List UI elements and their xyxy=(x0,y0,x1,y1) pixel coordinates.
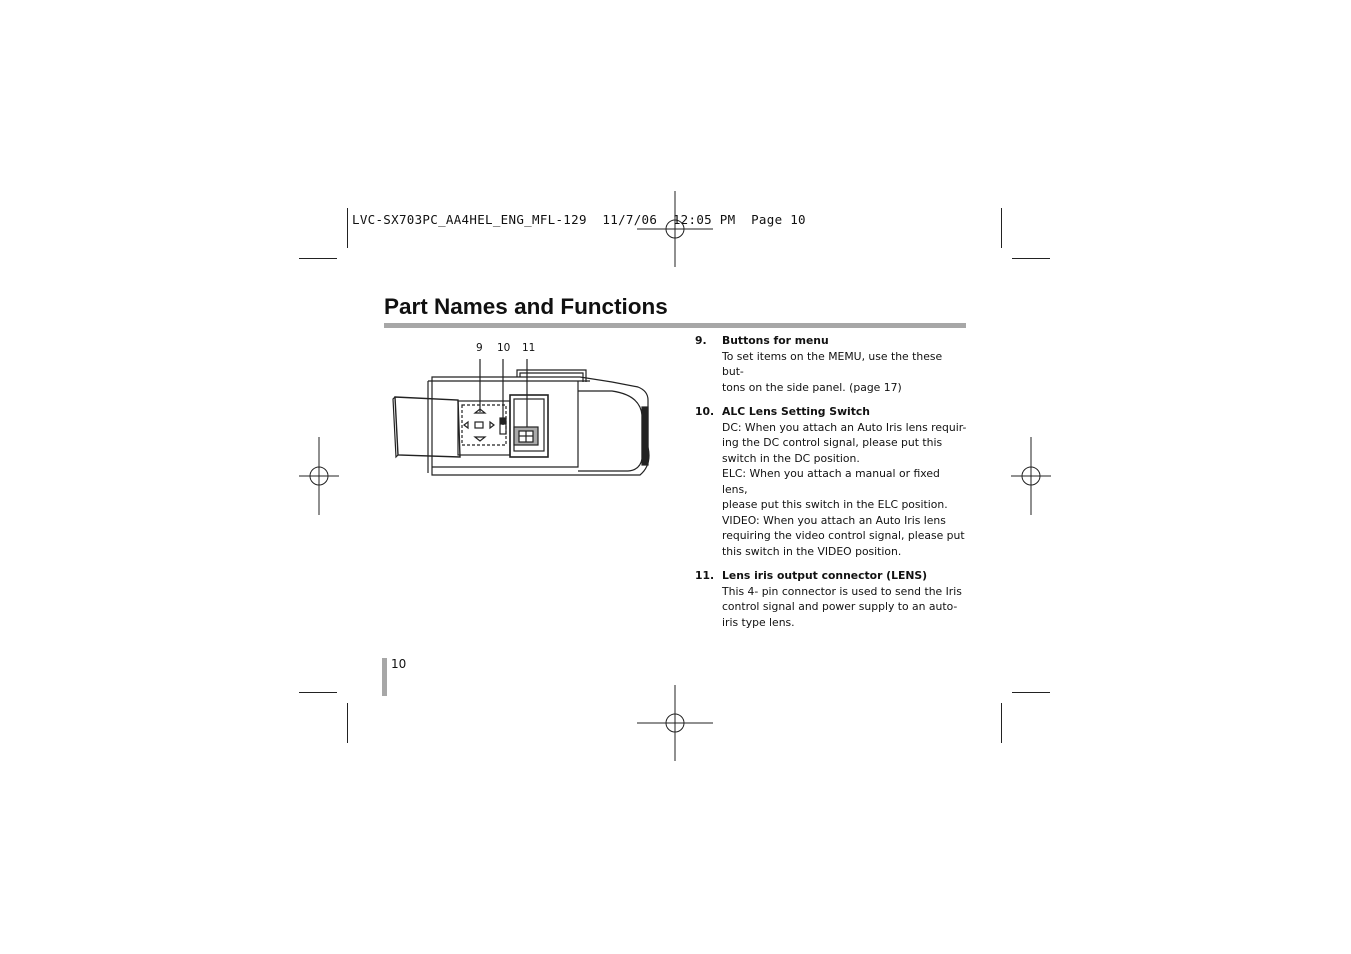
item-line: this switch in the VIDEO position. xyxy=(722,544,902,558)
callout-10: 10 xyxy=(497,342,511,354)
list-item xyxy=(695,404,967,559)
crop-mark xyxy=(299,692,337,693)
item-line: switch in the DC position. xyxy=(722,451,860,465)
crop-mark xyxy=(347,703,348,743)
item-line: VIDEO: When you attach an Auto Iris lens xyxy=(722,513,946,527)
item-line: To set items on the MEMU, use the these but- xyxy=(722,349,943,378)
page-number-bar xyxy=(382,658,387,696)
crop-mark xyxy=(1012,692,1050,693)
crop-mark xyxy=(1012,258,1050,259)
callout-9: 9 xyxy=(476,342,483,354)
crop-mark xyxy=(347,208,348,248)
registration-mark xyxy=(1011,437,1051,515)
crop-mark xyxy=(1001,208,1002,248)
list-item xyxy=(695,333,967,395)
item-heading: Lens iris output connector (LENS) xyxy=(722,569,928,582)
page-number: 10 xyxy=(391,657,407,671)
item-line: control signal and power supply to an auto- xyxy=(722,600,958,613)
list-item xyxy=(695,568,967,630)
registration-mark xyxy=(299,437,339,515)
item-number: 10. xyxy=(695,405,715,418)
item-line: ing the DC control signal, please put this xyxy=(722,436,943,449)
item-line: This 4- pin connector is used to send the Iris xyxy=(722,584,962,598)
part-descriptions xyxy=(695,333,967,639)
item-line: please put this switch in the ELC position. xyxy=(722,498,948,511)
title-rule xyxy=(384,323,966,328)
callout-11: 11 xyxy=(522,342,536,354)
page-title: Part Names and Functions xyxy=(384,294,668,319)
item-line: requiring the video control signal, please put xyxy=(722,529,965,542)
item-line: ELC: When you attach a manual or fixed lens, xyxy=(722,467,940,496)
item-number: 11. xyxy=(695,569,715,582)
registration-mark xyxy=(637,191,713,267)
item-line: iris type lens. xyxy=(722,615,795,629)
item-line: tons on the side panel. (page 17) xyxy=(722,380,902,394)
item-number: 9. xyxy=(695,334,707,347)
crop-mark xyxy=(299,258,337,259)
crop-mark xyxy=(1001,703,1002,743)
item-heading: ALC Lens Setting Switch xyxy=(722,405,870,418)
registration-mark xyxy=(637,685,713,761)
camera-side-panel-illustration xyxy=(390,355,660,480)
item-line: DC: When you attach an Auto Iris lens requir- xyxy=(722,420,967,434)
item-heading: Buttons for menu xyxy=(722,334,829,347)
print-slug: LVC-SX703PC_AA4HEL_ENG_MFL-129 11/7/06 12:05 PM Page 10 xyxy=(352,212,806,227)
